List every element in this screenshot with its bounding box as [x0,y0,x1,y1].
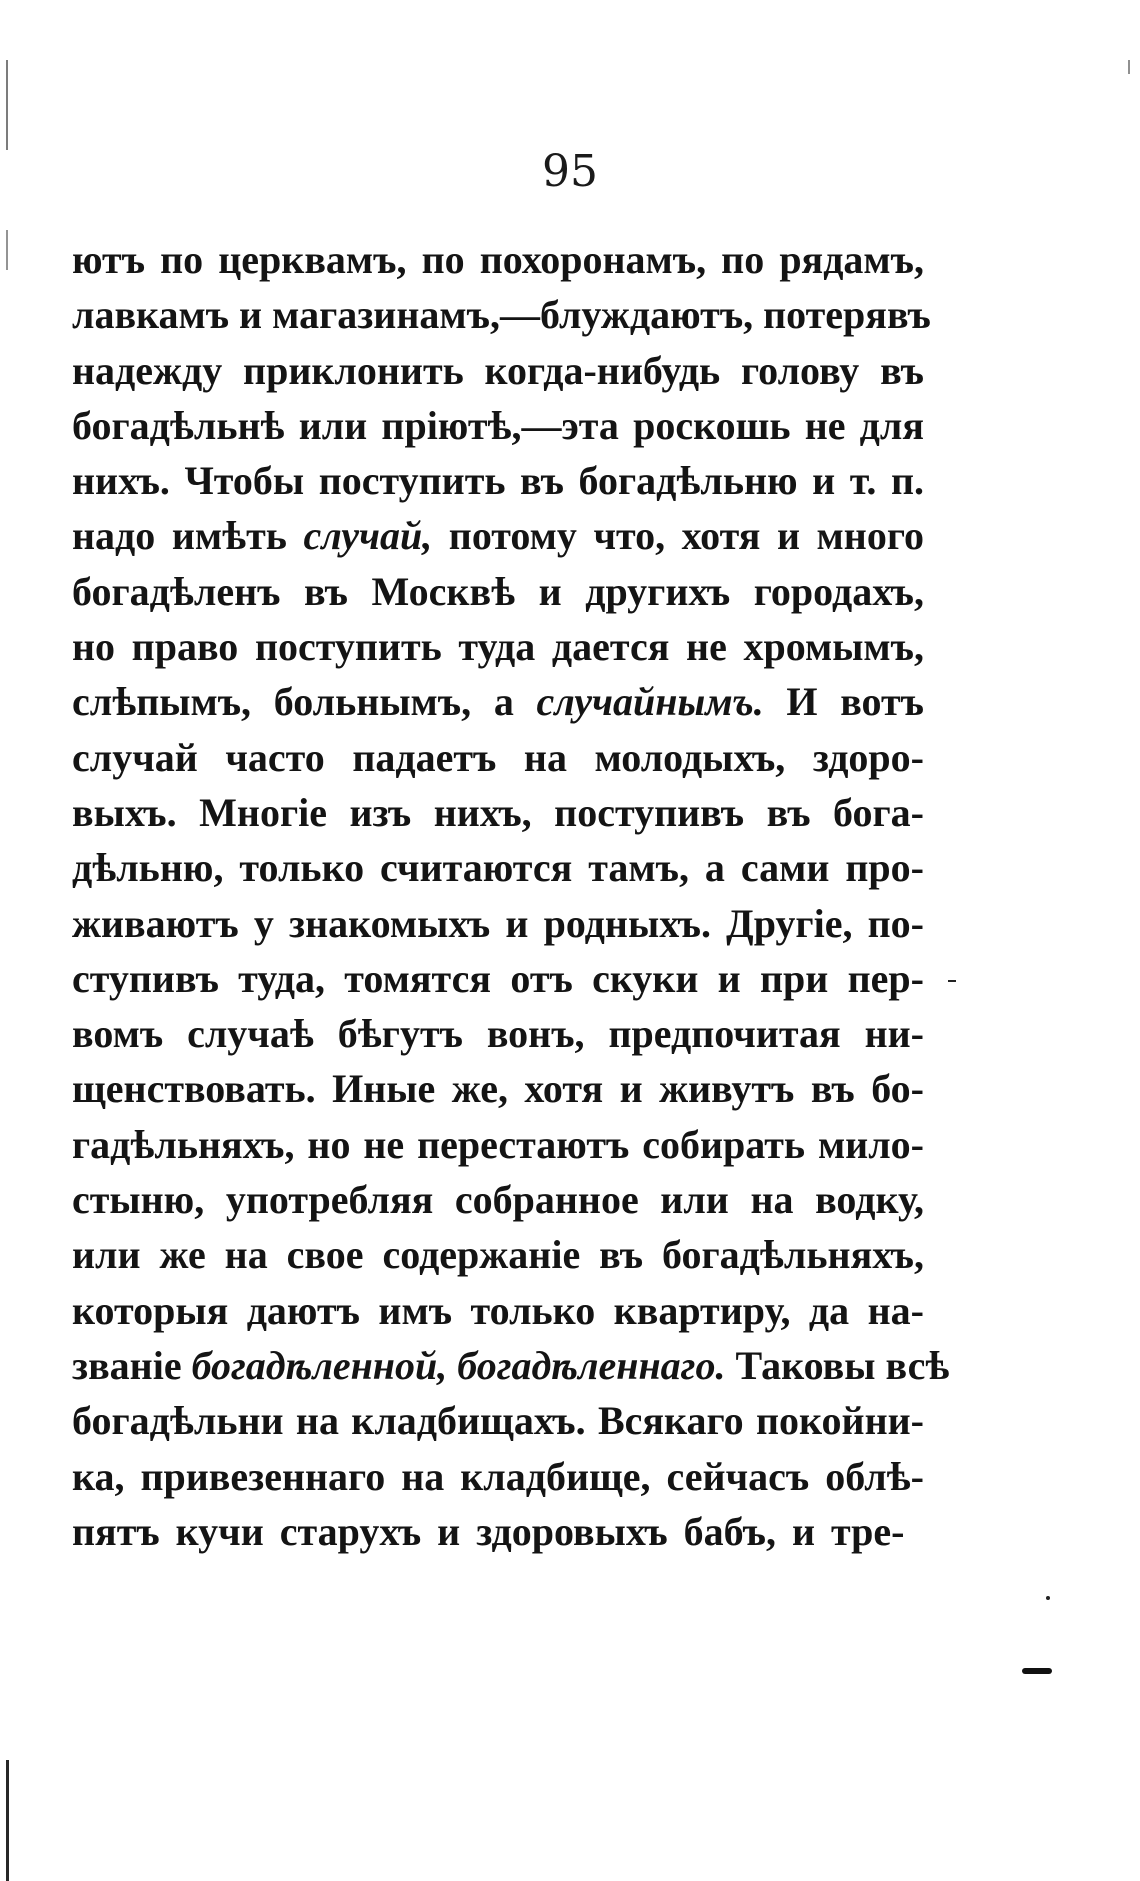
text-run: слѣпымъ, больнымъ, а [72,679,537,725]
text-run: выхъ. Многіе изъ нихъ, поступивъ въ бога- [72,789,924,835]
text-run: И вотъ [763,679,924,725]
text-run: Таковы всѣ [725,1342,950,1388]
text-line [72,785,924,840]
text-line [72,1449,924,1504]
scan-edge-mark [6,1760,9,1881]
text-line [72,1283,924,1338]
text-run: потому что, хотя и много [432,513,924,559]
text-line [72,1504,924,1559]
text-run: нихъ. Чтобы поступить въ богадѣльню и т. п. [72,458,924,504]
scan-speck [948,980,956,982]
text-line [72,896,924,951]
text-line [72,1172,924,1227]
text-run: богадѣльнѣ или пріютѣ,—эта роскошь не для [72,402,924,448]
scan-edge-mark [6,230,8,270]
scan-edge-mark [1128,60,1130,74]
text-run: ка, привезеннаго на кладбище, сейчасъ облѣ- [72,1453,924,1499]
text-line [72,951,924,1006]
text-run: надежду приклонить когда-нибудь голову въ [72,347,924,393]
text-line [72,232,924,287]
text-line [72,1006,924,1061]
text-line [72,564,924,619]
text-run: пятъ кучи старухъ и здоровыхъ бабъ, и тре- [72,1508,905,1554]
italic-text: случайнымъ. [536,679,764,725]
text-line [72,730,924,785]
text-line [72,619,924,674]
text-run: ступивъ туда, томятся отъ скуки и при пер- [72,955,924,1001]
text-run: званіе [72,1342,192,1388]
text-line [72,453,924,508]
text-run: надо имѣть [72,513,304,559]
text-line [72,1117,924,1172]
text-run: или же на свое содержаніе въ богадѣльняхъ, [72,1232,924,1278]
text-line [72,343,924,398]
text-run: ютъ по церквамъ, по похоронамъ, по рядамъ, [72,237,924,282]
scan-speck [1022,1668,1052,1674]
text-run: вомъ случаѣ бѣгутъ вонъ, предпочитая ни- [72,1011,924,1057]
text-line [72,287,931,342]
text-line [72,398,924,453]
page-number: 95 [542,146,598,197]
text-line [72,1338,950,1393]
text-line [72,1227,924,1282]
text-run: стыню, употребляя собранное или на водку, [72,1177,924,1223]
italic-text: случай, [303,513,433,559]
italic-text: богадѣленной, богадѣленнаго. [191,1342,726,1388]
text-run: случай часто падаетъ на молодыхъ, здоро- [72,734,924,780]
text-line [72,1061,924,1116]
text-run: живаютъ у знакомыхъ и родныхъ. Другіе, по- [72,900,924,946]
text-run: которыя даютъ имъ только квартиру, да на- [72,1287,924,1333]
scan-edge-mark [6,60,8,150]
text-line [72,1393,924,1448]
text-run: богадѣльни на кладбищахъ. Всякаго покойни- [72,1398,924,1444]
text-run: лавкамъ и магазинамъ,—блуждаютъ, потерявъ [72,292,931,338]
text-run: богадѣленъ въ Москвѣ и другихъ городахъ, [72,568,924,614]
body-text [72,232,950,1559]
text-line [72,508,924,563]
text-run: гадѣльняхъ, но не перестаютъ собирать мило- [72,1121,924,1167]
text-run: но право поступить туда дается не хромымъ, [72,624,924,670]
text-line [72,840,924,895]
scan-speck [1046,1596,1050,1600]
text-line [72,674,924,729]
text-run: дѣльню, только считаются тамъ, а сами про- [72,845,924,891]
text-run: щенствовать. Иные же, хотя и живутъ въ бо- [72,1066,924,1112]
